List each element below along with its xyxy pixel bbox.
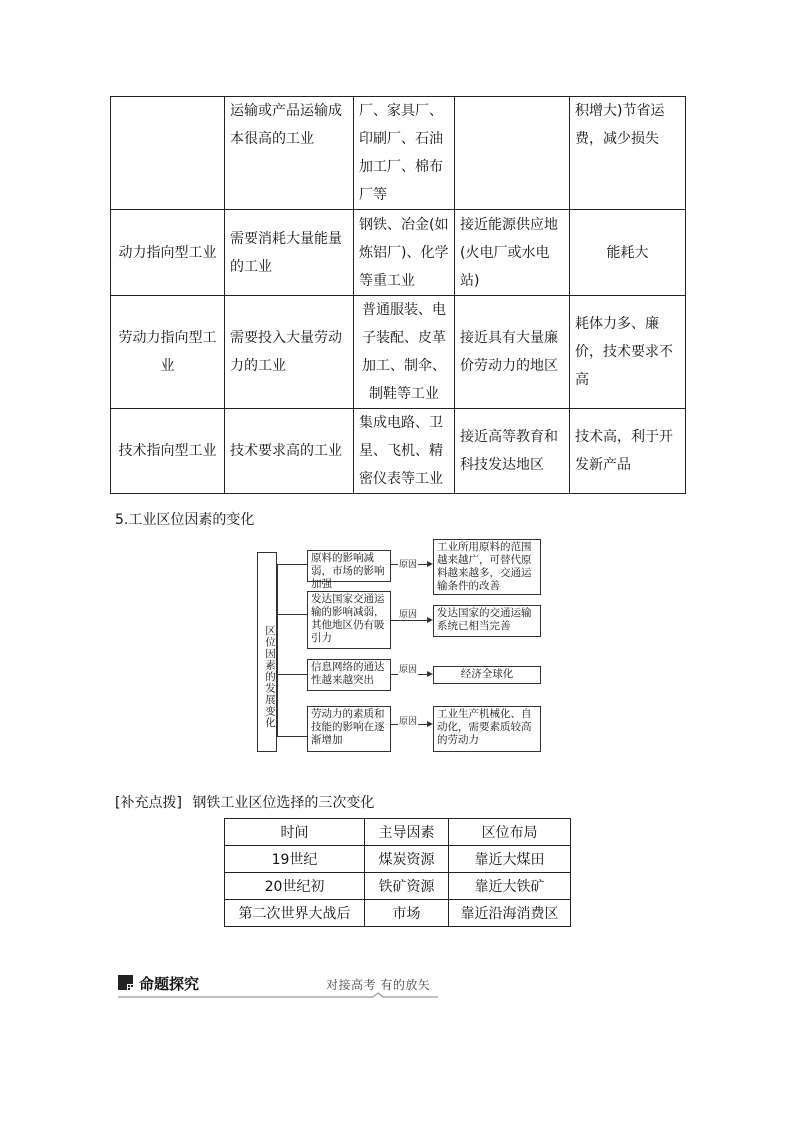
factor-box: 信息网络的通达性越来越突出 [307, 659, 391, 691]
table-cell: 劳动力指向型工业 [111, 296, 225, 409]
reason-label: 原因 [398, 607, 418, 620]
diagram-connector [277, 614, 307, 615]
table-cell: 普通服装、电子装配、皮革加工、制伞、制鞋等工业 [354, 296, 455, 409]
table-row [225, 846, 571, 873]
banner-subtitle: 对接高考 有的放矢 [326, 978, 431, 992]
banner-square-icon [118, 975, 133, 990]
reason-label: 原因 [398, 662, 418, 675]
diagram-arrow [391, 620, 429, 621]
section-marker-icon [118, 975, 133, 990]
table-cell: 运输或产品运输成本很高的工业 [225, 97, 354, 210]
factor-box: 发达国家交通运输的影响减弱，其他地区仍有吸引力 [307, 591, 391, 649]
table-cell: 集成电路、卫星、飞机、精密仪表等工业 [354, 409, 455, 494]
table-row [225, 900, 571, 927]
diagram-connector [277, 736, 307, 737]
result-box: 发达国家的交通运输系统已相当完善 [433, 605, 541, 637]
result-box: 工业所用原料的范围越来越广，可替代原料越来越多，交通运输条件的改善 [433, 539, 541, 595]
table-cell: 接近具有大量廉价劳动力的地区 [455, 296, 570, 409]
table-row [111, 210, 686, 296]
table-cell: 钢铁、冶金(如炼铝厂)、化学等重工业 [354, 210, 455, 296]
supplement-title: 钢铁工业区位选择的三次变化 [192, 795, 375, 811]
table-cell: 靠近大铁矿 [449, 873, 571, 900]
table-row [111, 409, 686, 494]
table-cell: 动力指向型工业 [111, 210, 225, 296]
table-cell [455, 97, 570, 210]
table-cell: 靠近沿海消费区 [449, 900, 571, 927]
table-cell: 19世纪 [225, 846, 365, 873]
diagram-connector [277, 564, 278, 736]
table-cell: 铁矿资源 [365, 873, 449, 900]
table-cell: 需要消耗大量能量的工业 [225, 210, 354, 296]
table-cell: 靠近大煤田 [449, 846, 571, 873]
supplement-heading [115, 792, 374, 812]
section-title: 5.工业区位因素的变化 [115, 512, 255, 528]
table-cell: 技术高，利于开发新产品 [570, 409, 686, 494]
table-row [111, 97, 686, 210]
diagram-root-box: 区位因素的发展变化 [257, 552, 277, 752]
reason-label: 原因 [398, 714, 418, 727]
reason-label: 原因 [398, 557, 418, 570]
banner-rule [118, 992, 438, 1004]
industry-location-table [110, 96, 686, 494]
table-cell: 技术指向型工业 [111, 409, 225, 494]
table-cell: 接近能源供应地(火电厂或水电站) [455, 210, 570, 296]
table-cell: 积增大)节省运费，减少损失 [570, 97, 686, 210]
location-factor-diagram [255, 536, 555, 756]
table-cell: 第二次世界大战后 [225, 900, 365, 927]
result-box: 工业生产机械化、自动化，需要素质较高的劳动力 [433, 706, 541, 752]
table-cell: 厂、家具厂、印刷厂、石油加工厂、棉布厂等 [354, 97, 455, 210]
table-row [111, 296, 686, 409]
table-cell: 耗体力多、廉价，技术要求不高 [570, 296, 686, 409]
table-header-row [225, 819, 571, 846]
factor-box: 劳动力的素质和技能的影响在逐渐增加 [307, 706, 391, 752]
table-cell: 技术要求高的工业 [225, 409, 354, 494]
column-header: 时间 [225, 819, 365, 846]
diagram-connector [277, 564, 307, 565]
result-box: 经济全球化 [433, 666, 541, 684]
table-cell: 煤炭资源 [365, 846, 449, 873]
factor-box: 原料的影响减弱，市场的影响加强 [307, 550, 391, 582]
table-cell: 接近高等教育和科技发达地区 [455, 409, 570, 494]
supplement-tag: [补充点拨] [115, 795, 182, 811]
table-cell: 需要投入大量劳动力的工业 [225, 296, 354, 409]
column-header: 主导因素 [365, 819, 449, 846]
diagram-connector [277, 674, 307, 675]
steel-industry-table [224, 818, 571, 927]
table-cell: 市场 [365, 900, 449, 927]
column-header: 区位布局 [449, 819, 571, 846]
table-cell: 能耗大 [570, 210, 686, 296]
banner-title: 命题探究 [139, 975, 200, 993]
table-cell [111, 97, 225, 210]
table-row [225, 873, 571, 900]
table-cell: 20世纪初 [225, 873, 365, 900]
